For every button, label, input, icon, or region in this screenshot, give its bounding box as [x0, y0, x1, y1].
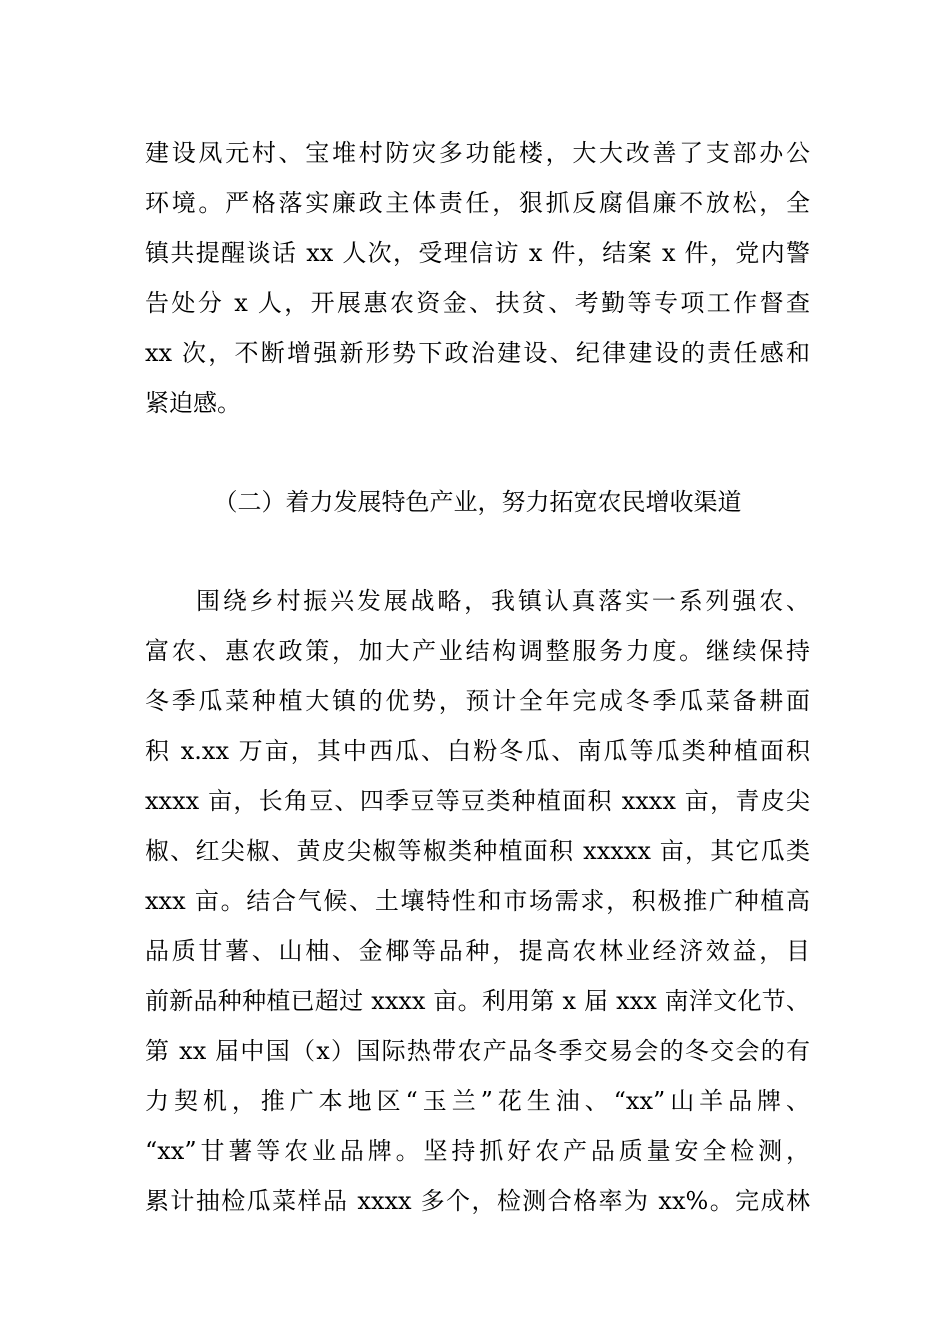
paragraph-line: 建设凤元村、宝堆村防灾多功能楼，大大改善了支部办公	[145, 139, 810, 167]
paragraph-line: 告处分 x 人，开展惠农资金、扶贫、考勤等专项工作督查	[145, 289, 810, 317]
paragraph-line: 前新品种种植已超过 xxxx 亩。利用第 x 届 xxx 南洋文化节、	[145, 987, 810, 1015]
paragraph-line: xxxx 亩，长角豆、四季豆等豆类种植面积 xxxx 亩，青皮尖	[145, 787, 810, 815]
paragraph-line: 累计抽检瓜菜样品 xxxx 多个，检测合格率为 xx%。完成林	[145, 1187, 810, 1215]
paragraph-line: 冬季瓜菜种植大镇的优势，预计全年完成冬季瓜菜备耕面	[145, 687, 810, 715]
paragraph-line: 第 xx 届中国（x）国际热带农产品冬季交易会的冬交会的有	[145, 1037, 810, 1065]
paragraph-line: 环境。严格落实廉政主体责任，狠抓反腐倡廉不放松，全	[145, 189, 810, 217]
paragraph-line: xxx 亩。结合气候、土壤特性和市场需求，积极推广种植高	[145, 887, 810, 915]
paragraph-line: xx 次，不断增强新形势下政治建设、纪律建设的责任感和	[145, 339, 810, 367]
paragraph-line: 镇共提醒谈话 xx 人次，受理信访 x 件，结案 x 件，党内警	[145, 239, 810, 267]
paragraph-line: 紧迫感。	[145, 389, 241, 417]
paragraph-line: 围绕乡村振兴发展战略，我镇认真落实一系列强农、	[196, 587, 810, 615]
paragraph-line: “xx”甘薯等农业品牌。坚持抓好农产品质量安全检测，	[145, 1137, 810, 1165]
section-heading: （二）着力发展特色产业，努力拓宽农民增收渠道	[213, 488, 742, 516]
paragraph-line: 品质甘薯、山柚、金椰等品种，提高农林业经济效益，目	[145, 937, 810, 965]
paragraph-line: 积 x.xx 万亩，其中西瓜、白粉冬瓜、南瓜等瓜类种植面积	[145, 737, 810, 765]
paragraph-line: 力契机，推广本地区“玉兰”花生油、“xx”山羊品牌、	[145, 1087, 810, 1115]
paragraph-line: 椒、红尖椒、黄皮尖椒等椒类种植面积 xxxxx 亩，其它瓜类	[145, 837, 810, 865]
paragraph-line: 富农、惠农政策，加大产业结构调整服务力度。继续保持	[145, 637, 810, 665]
